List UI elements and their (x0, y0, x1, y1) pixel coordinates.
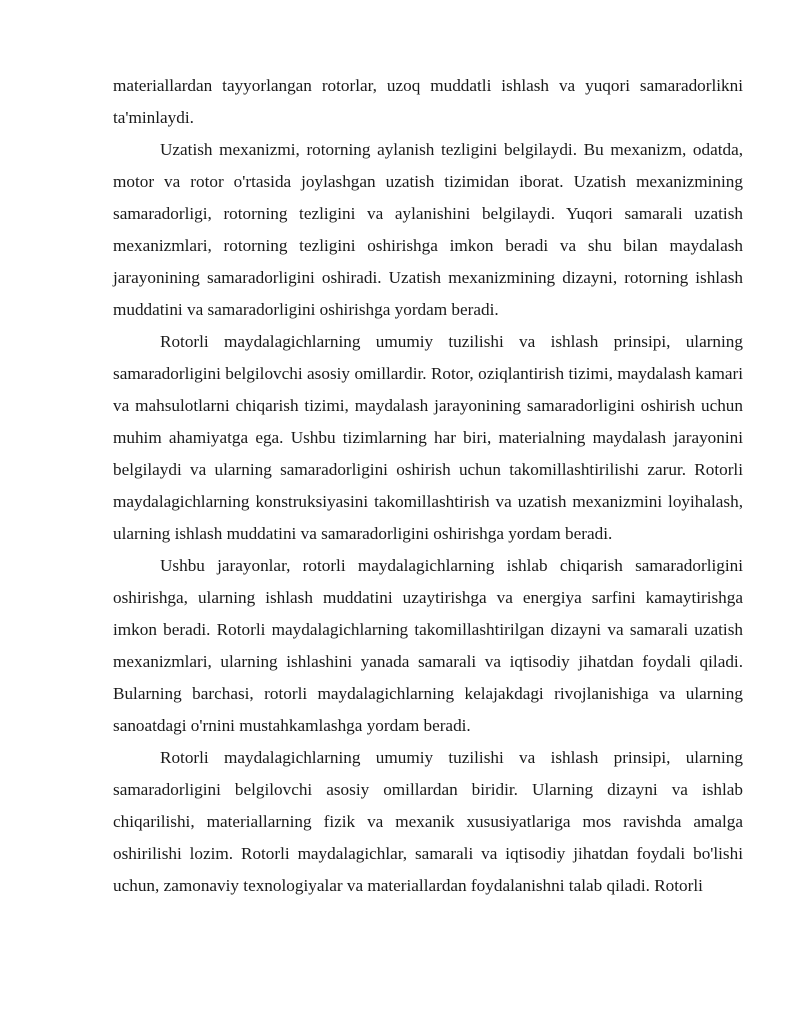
paragraph-continuation: materiallardan tayyorlangan rotorlar, uzoq muddatli ishlash va yuqori samaradorlikni ta'minlaydi. (113, 76, 743, 127)
document-body (113, 70, 743, 902)
paragraph-processes: Ushbu jarayonlar, rotorli maydalagichlarning ishlab chiqarish samaradorligini oshirishga, ularning ishlash muddatini uzaytirishga va energiya sarfini kamaytirishga imkon beradi. Rotorli maydalagichlarning takomillashtirilgan dizayni va samarali uzatish mexanizmlari, ularning ishlashini yanada samarali va iqtisodiy jihatdan foydali qiladi. Bularning barchasi, rotorli maydalagichlarning kelajakdagi rivojlanishiga va ularning sanoatdagi o'rnini mustahkamlashga yordam beradi. (113, 556, 743, 735)
paragraph-transmission-mechanism: Uzatish mexanizmi, rotorning aylanish tezligini belgilaydi. Bu mexanizm, odatda, motor va rotor o'rtasida joylashgan uzatish tizimidan iborat. Uzatish mexanizmining samaradorligi, rotorning tezligini va aylanishini belgilaydi. Yuqori samarali uzatish mexanizmlari, rotorning tezligini oshirishga imkon beradi va shu bilan maydalash jarayonining samaradorligini oshiradi. Uzatish mexanizmining dizayni, rotorning ishlash muddatini va samaradorligini oshirishga yordam beradi. (113, 140, 743, 319)
paragraph-general-structure: Rotorli maydalagichlarning umumiy tuzilishi va ishlash prinsipi, ularning samaradorligini belgilovchi asosiy omillardir. Rotor, oziqlantirish tizimi, maydalash kamari va mahsulotlarni chiqarish tizimi, maydalash jarayonining samaradorligini oshirish uchun muhim ahamiyatga ega. Ushbu tizimlarning har biri, materialning maydalash jarayonini belgilaydi va ularning samaradorligini oshirish uchun takomillashtirilishi zarur. Rotorli maydalagichlarning konstruksiyasini takomillashtirish va uzatish mexanizmini loyihalash, ularning ishlash muddatini va samaradorligini oshirishga yordam beradi. (113, 332, 743, 543)
paragraph-design-factors: Rotorli maydalagichlarning umumiy tuzilishi va ishlash prinsipi, ularning samaradorligini belgilovchi asosiy omillardan biridir. Ularning dizayni va ishlab chiqarilishi, materiallarning fizik va mexanik xususiyatlariga mos ravishda amalga oshirilishi lozim. Rotorli maydalagichlar, samarali va iqtisodiy jihatdan foydali bo'lishi uchun, zamonaviy texnologiyalar va materiallardan foydalanishni talab qiladi. Rotorli (113, 748, 743, 895)
